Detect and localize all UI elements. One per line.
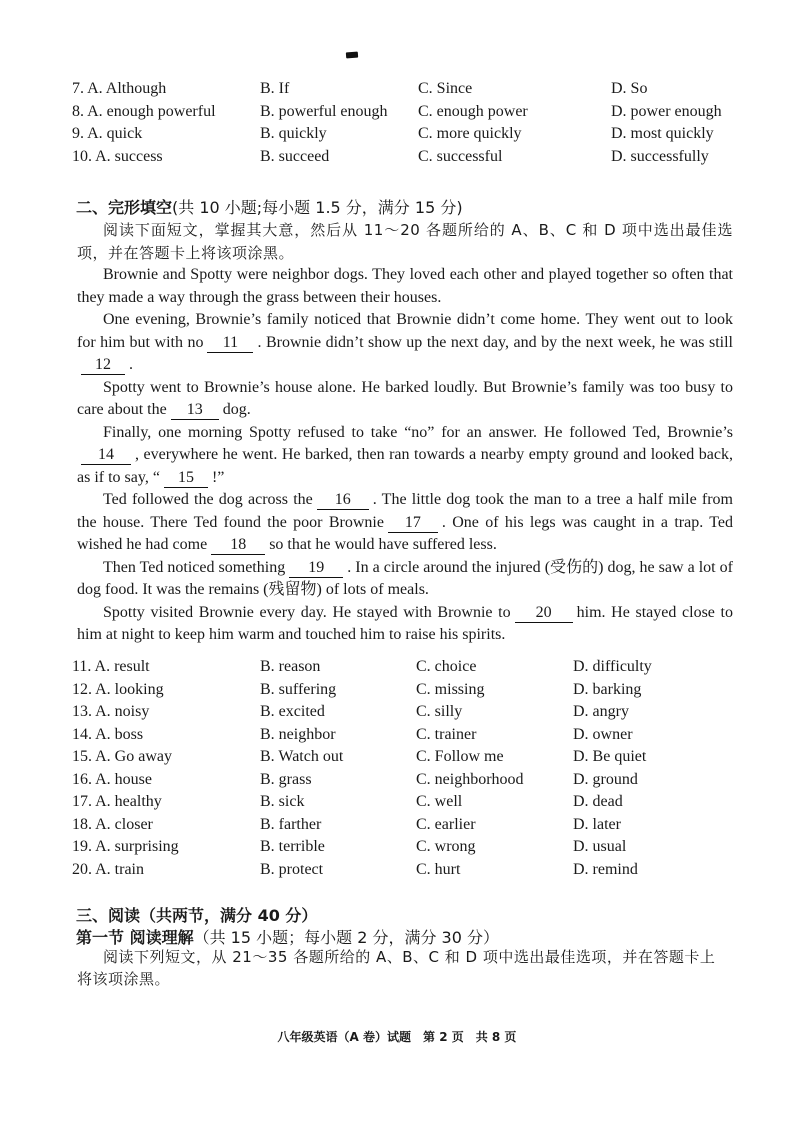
blank-16: 16 xyxy=(317,491,369,510)
option-row-9 xyxy=(72,123,752,146)
option-row-7 xyxy=(72,78,752,101)
options-7-10 xyxy=(72,78,752,168)
option-d: D. dead xyxy=(573,793,623,811)
option-d: D. usual xyxy=(573,838,627,856)
option-d: D. ground xyxy=(573,770,638,788)
option-b: B. farther xyxy=(260,815,322,833)
section-3-part-1-heading xyxy=(76,925,499,948)
scan-mark xyxy=(346,52,358,59)
section-3-title: 三、阅读（共两节，满分 40 分） xyxy=(76,906,318,925)
option-row-16 xyxy=(72,769,752,792)
option-a: 17. A. healthy xyxy=(72,793,162,811)
option-d: D. remind xyxy=(573,860,638,878)
option-row-19 xyxy=(72,836,752,859)
option-a: 20. A. train xyxy=(72,860,144,878)
option-b: B. suffering xyxy=(260,680,337,698)
option-row-13 xyxy=(72,701,752,724)
option-a: 9. A. quick xyxy=(72,125,143,143)
blank-12: 12 xyxy=(81,356,125,375)
section-2-note: (共 10 小题;每小题 1.5 分，满分 15 分) xyxy=(172,198,463,217)
option-a: 8. A. enough powerful xyxy=(72,102,216,120)
option-b: B. succeed xyxy=(260,147,330,165)
option-c: C. more quickly xyxy=(418,125,522,143)
blank-11: 11 xyxy=(207,334,253,353)
section-2-instruction: 阅读下面短文，掌握其大意，然后从 11～20 各题所给的 A、B、C 和 D 项中选出最佳选项，并在答题卡上将该项涂黑。 xyxy=(77,221,733,262)
blank-20: 20 xyxy=(515,604,573,623)
option-row-18 xyxy=(72,814,752,837)
section-2-title: 二、完形填空 xyxy=(76,198,173,217)
blank-17: 17 xyxy=(388,514,438,533)
option-a: 12. A. looking xyxy=(72,680,164,698)
passage-paragraph: Finally, one morning Spotty refused to take “no” for an answer. He followed Ted, Brownie’s14 , everywhere he went. He barked, then ran towards a nearby empty ground and looked back, as if to say, “ 15 !” xyxy=(77,423,733,486)
option-row-11 xyxy=(72,656,752,679)
option-d: D. difficulty xyxy=(573,658,652,676)
passage-paragraph: Spotty visited Brownie every day. He stayed with Brownie to 20 him. He stayed close to him at night to keep him warm and touched him to raise his spirits. xyxy=(77,603,734,643)
option-a: 16. A. house xyxy=(72,770,152,788)
part-1-note: （共 15 小题；每小题 2 分，满分 30 分） xyxy=(193,928,499,947)
option-b: B. grass xyxy=(260,770,312,788)
part-1-title: 第一节 阅读理解 xyxy=(76,928,194,947)
blank-14: 14 xyxy=(81,446,131,465)
blank-13: 13 xyxy=(171,401,219,420)
option-a: 7. A. Although xyxy=(72,80,167,98)
section-2-heading xyxy=(76,195,463,218)
option-c: C. earlier xyxy=(416,815,476,833)
option-a: 14. A. boss xyxy=(72,725,144,743)
option-a: 10. A. success xyxy=(72,147,163,165)
option-row-20 xyxy=(72,859,752,882)
option-a: 19. A. surprising xyxy=(72,838,179,856)
option-c: C. wrong xyxy=(416,838,476,856)
blank-18: 18 xyxy=(211,536,265,555)
blank-15: 15 xyxy=(164,469,208,488)
option-b: B. terrible xyxy=(260,838,325,856)
option-b: B. excited xyxy=(260,703,325,721)
passage-paragraph: Spotty went to Brownie’s house alone. He barked loudly. But Brownie’s family was too busy to care about the 13 dog. xyxy=(77,378,733,418)
option-d: D. power enough xyxy=(611,102,722,120)
passage-paragraph: One evening, Brownie’s family noticed that Brownie didn’t come home. They went out to look for him but with no 11 . Brownie didn’t show up the next day, and by the next week, he was still12 . xyxy=(77,311,733,373)
option-d: D. Be quiet xyxy=(573,748,647,766)
option-row-12 xyxy=(72,679,752,702)
option-row-10 xyxy=(72,146,752,169)
option-c: C. well xyxy=(416,793,463,811)
option-row-8 xyxy=(72,101,752,124)
blank-19: 19 xyxy=(289,559,343,578)
option-d: D. later xyxy=(573,815,621,833)
option-c: C. successful xyxy=(418,147,503,165)
option-c: C. enough power xyxy=(418,102,528,120)
option-d: D. So xyxy=(611,80,648,98)
option-c: C. Since xyxy=(418,80,473,98)
option-c: C. Follow me xyxy=(416,748,504,766)
option-b: B. reason xyxy=(260,658,321,676)
option-c: C. neighborhood xyxy=(416,770,524,788)
passage-paragraph: Ted followed the dog across the 16 . The little dog took the man to a tree a half mile from the house. There Ted found the poor Brownie 17 . One of his legs was caught in a trap. Ted wished he had come 18 so that he would have suffered less. xyxy=(77,491,733,553)
option-d: D. most quickly xyxy=(611,125,714,143)
cloze-passage xyxy=(77,219,733,647)
options-11-20 xyxy=(72,656,752,881)
option-b: B. Watch out xyxy=(260,748,344,766)
option-c: C. missing xyxy=(416,680,485,698)
option-a: 18. A. closer xyxy=(72,815,153,833)
option-b: B. quickly xyxy=(260,125,327,143)
option-a: 15. A. Go away xyxy=(72,748,172,766)
option-b: B. If xyxy=(260,80,290,98)
section-3-instruction: 阅读下列短文，从 21～35 各题所给的 A、B、C 和 D 项中选出最佳选项，并在答题卡上将该项涂黑。 xyxy=(77,948,716,988)
option-d: D. angry xyxy=(573,703,629,721)
option-c: C. trainer xyxy=(416,725,477,743)
option-row-17 xyxy=(72,791,752,814)
option-d: D. barking xyxy=(573,680,642,698)
option-a: 11. A. result xyxy=(72,658,150,676)
option-d: D. owner xyxy=(573,725,633,743)
option-c: C. hurt xyxy=(416,860,461,878)
option-row-14 xyxy=(72,724,752,747)
option-b: B. protect xyxy=(260,860,324,878)
option-c: C. silly xyxy=(416,703,463,721)
option-c: C. choice xyxy=(416,658,477,676)
option-b: B. neighbor xyxy=(260,725,336,743)
option-b: B. powerful enough xyxy=(260,102,388,120)
option-d: D. successfully xyxy=(611,147,709,165)
passage-paragraph: Then Ted noticed something 19 . In a circle around the injured (受伤的) dog, he saw a lot of dog food. It was the remains (残留物) of lots of meals. xyxy=(77,558,733,598)
option-b: B. sick xyxy=(260,793,305,811)
passage-paragraph: Brownie and Spotty were neighbor dogs. They loved each other and played together so often that they made a way through the grass between their houses. xyxy=(77,266,733,306)
option-row-15 xyxy=(72,746,752,769)
page-footer: 八年级英语（A 卷）试题 第 2 页 共 8 页 xyxy=(277,1030,517,1044)
option-a: 13. A. noisy xyxy=(72,703,150,721)
